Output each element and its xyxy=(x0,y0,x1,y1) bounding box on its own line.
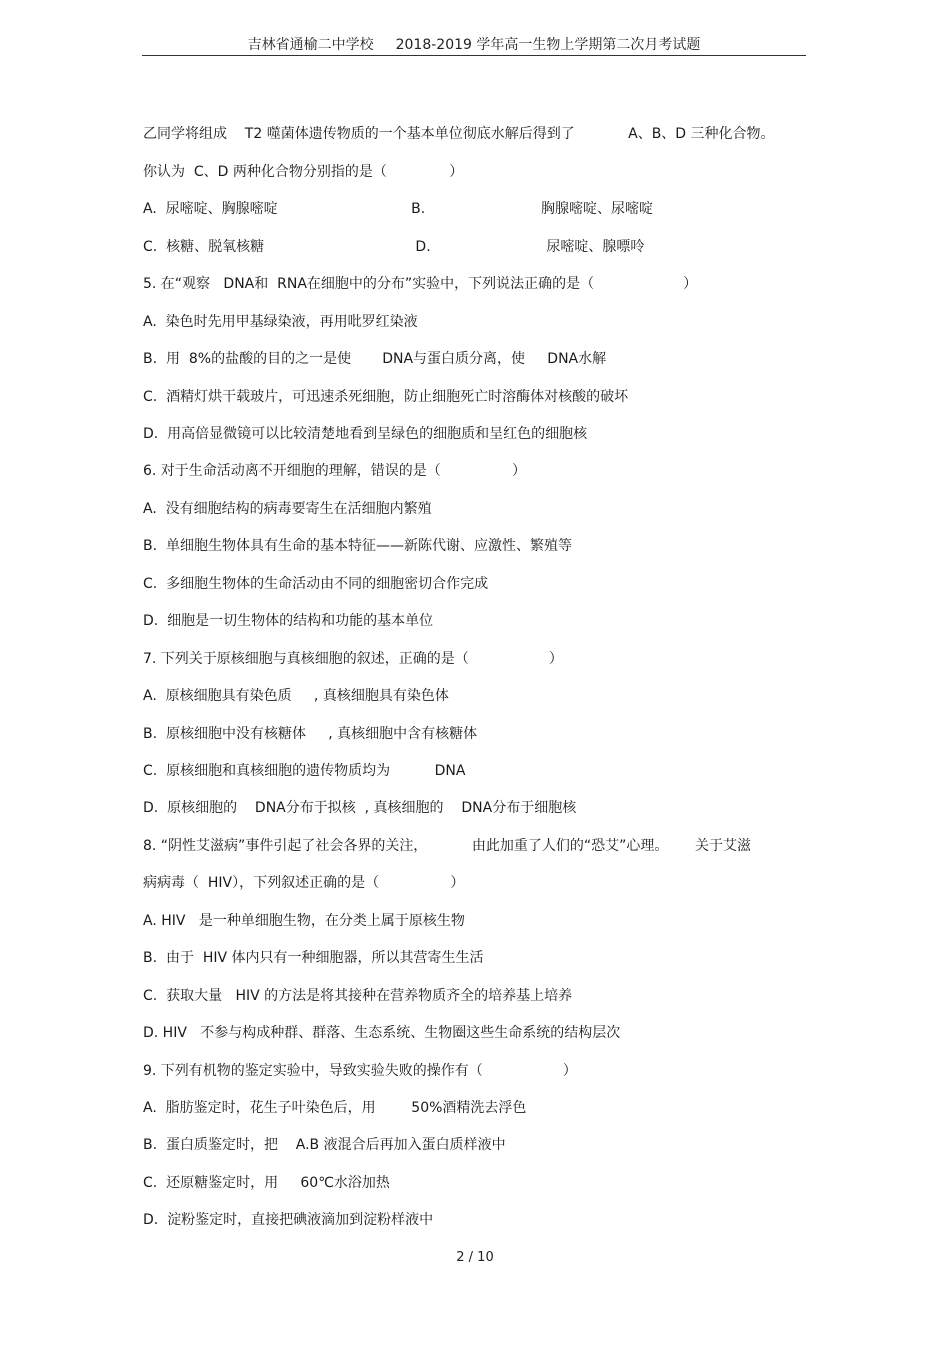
question-line: 5. 在“观察 DNA和 RNA在细胞中的分布”实验中，下列说法正确的是（ ） xyxy=(143,276,698,292)
option-line: A. 尿嘧啶、胸腺嘧啶 B. 胸腺嘧啶、尿嘧啶 xyxy=(143,201,653,217)
option-line: C. 获取大量 HIV 的方法是将其接种在营养物质齐全的培养基上培养 xyxy=(143,988,573,1004)
option-line: A. 染色时先用甲基绿染液，再用吡罗红染液 xyxy=(143,314,418,330)
option-line: C. 还原糖鉴定时，用 60℃水浴加热 xyxy=(143,1175,390,1191)
option-line: C. 核糖、脱氧核糖 D. 尿嘧啶、腺嘌呤 xyxy=(143,239,645,255)
text-line: 乙同学将组成 T2 噬菌体遗传物质的一个基本单位彻底水解后得到了 A、B、D 三种化合物。 xyxy=(143,126,775,142)
question-line: 8. “阴性艾滋病”事件引起了社会各界的关注， 由此加重了人们的“恐艾”心理。 关于艾滋 xyxy=(143,838,752,854)
question-line: 病病毒（ HIV），下列叙述正确的是（ ） xyxy=(143,875,465,891)
question-line: 9. 下列有机物的鉴定实验中，导致实验失败的操作有（ ） xyxy=(143,1063,577,1079)
option-line: B. 原核细胞中没有核糖体 , 真核细胞中含有核糖体 xyxy=(143,726,478,742)
option-line: B. 由于 HIV 体内只有一种细胞器，所以其营寄生生活 xyxy=(143,950,484,966)
option-line: A. HIV 是一种单细胞生物，在分类上属于原核生物 xyxy=(143,913,465,929)
header-divider xyxy=(142,55,806,56)
option-line: B. 蛋白质鉴定时，把 A.B 液混合后再加入蛋白质样液中 xyxy=(143,1137,506,1153)
page-number: 2 / 10 xyxy=(456,1250,494,1265)
option-line: D. 细胞是一切生物体的结构和功能的基本单位 xyxy=(143,613,434,629)
option-line: A. 没有细胞结构的病毒要寄生在活细胞内繁殖 xyxy=(143,501,432,517)
option-line: C. 酒精灯烘干载玻片，可迅速杀死细胞，防止细胞死亡时溶酶体对核酸的破坏 xyxy=(143,389,629,405)
header-school: 吉林省通榆二中学校 xyxy=(247,37,374,53)
option-line: C. 多细胞生物体的生命活动由不同的细胞密切合作完成 xyxy=(143,576,489,592)
option-line: D. HIV 不参与构成种群、群落、生态系统、生物圈这些生命系统的结构层次 xyxy=(143,1025,621,1041)
option-line: B. 用 8%的盐酸的目的之一是使 DNA与蛋白质分离，使 DNA水解 xyxy=(143,351,607,367)
option-line: B. 单细胞生物体具有生命的基本特征——新陈代谢、应激性、繁殖等 xyxy=(143,538,572,554)
option-line: A. 原核细胞具有染色质 , 真核细胞具有染色体 xyxy=(143,688,449,704)
option-line: C. 原核细胞和真核细胞的遗传物质均为 DNA xyxy=(143,763,466,779)
option-line: A. 脂肪鉴定时，花生子叶染色后，用 50%酒精洗去浮色 xyxy=(143,1100,527,1116)
page-header xyxy=(142,34,806,54)
text-line: 你认为 C、D 两种化合物分别指的是（ ） xyxy=(143,164,464,180)
question-line: 6. 对于生命活动离不开细胞的理解，错误的是（ ） xyxy=(143,463,527,479)
option-line: D. 淀粉鉴定时，直接把碘液滴加到淀粉样液中 xyxy=(143,1212,434,1228)
header-title: 2018-2019 学年高一生物上学期第二次月考试题 xyxy=(395,37,701,53)
question-line: 7. 下列关于原核细胞与真核细胞的叙述，正确的是（ ） xyxy=(143,651,563,667)
option-line: D. 原核细胞的 DNA分布于拟核 , 真核细胞的 DNA分布于细胞核 xyxy=(143,800,577,816)
option-line: D. 用高倍显微镜可以比较清楚地看到呈绿色的细胞质和呈红色的细胞核 xyxy=(143,426,588,442)
